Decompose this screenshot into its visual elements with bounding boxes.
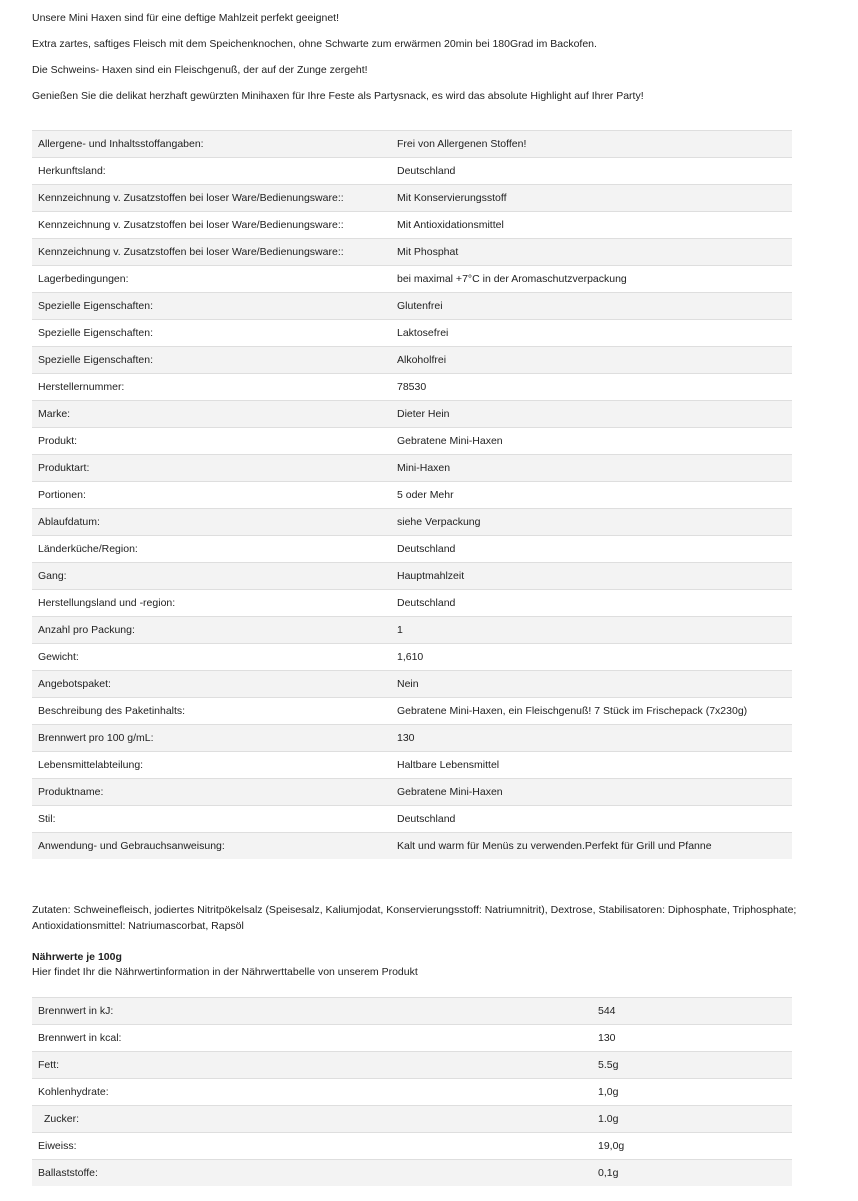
nutrient-label: Zucker: [32,1106,592,1133]
nutrient-value: 1,0g [592,1079,792,1106]
table-row [32,239,792,266]
attribute-value: 130 [391,725,792,752]
nutrient-label: Fett: [32,1052,592,1079]
attribute-label: Angebotspaket: [32,671,391,698]
table-row [32,1079,792,1106]
product-attributes-table [32,130,792,859]
attribute-value: Mit Konservierungsstoff [391,185,792,212]
attribute-value: Deutschland [391,536,792,563]
attribute-label: Kennzeichnung v. Zusatzstoffen bei loser Ware/Bedienungsware:: [32,239,391,266]
nutrient-label: Ballaststoffe: [32,1160,592,1187]
attribute-value: Alkoholfrei [391,347,792,374]
table-row [32,998,792,1025]
attribute-value: Glutenfrei [391,293,792,320]
nutrient-label: Kohlenhydrate: [32,1079,592,1106]
nutrient-label: Eiweiss: [32,1133,592,1160]
attribute-value: Dieter Hein [391,401,792,428]
table-row [32,671,792,698]
table-row [32,428,792,455]
nutrient-label: Brennwert in kJ: [32,998,592,1025]
table-row [32,320,792,347]
attribute-value: Deutschland [391,806,792,833]
nutrition-heading: Nährwerte je 100g [32,951,122,963]
attribute-value: Laktosefrei [391,320,792,347]
nutrient-value: 1.0g [592,1106,792,1133]
table-row [32,698,792,725]
attribute-label: Produktname: [32,779,391,806]
attribute-value: Deutschland [391,590,792,617]
intro-paragraph: Die Schweins- Haxen sind ein Fleischgenuß, der auf der Zunge zergeht! [32,64,368,76]
table-row [32,1025,792,1052]
table-row [32,1160,792,1187]
attribute-value: 1 [391,617,792,644]
table-row [32,131,792,158]
intro-paragraph: Unsere Mini Haxen sind für eine deftige Mahlzeit perfekt geeignet! [32,12,340,24]
table-row [32,1133,792,1160]
attribute-label: Gang: [32,563,391,590]
table-row [32,536,792,563]
table-row [32,374,792,401]
attribute-value: Frei von Allergenen Stoffen! [391,131,792,158]
attribute-label: Gewicht: [32,644,391,671]
attribute-label: Brennwert pro 100 g/mL: [32,725,391,752]
table-row [32,401,792,428]
nutrition-subheading: Hier findet Ihr die Nährwertinformation in der Nährwerttabelle von unserem Produkt [32,966,418,978]
attribute-label: Lagerbedingungen: [32,266,391,293]
nutrient-value: 5.5g [592,1052,792,1079]
table-row [32,212,792,239]
table-row [32,644,792,671]
attribute-label: Herstellungsland und -region: [32,590,391,617]
table-row [32,752,792,779]
attribute-label: Beschreibung des Paketinhalts: [32,698,391,725]
attribute-label: Marke: [32,401,391,428]
attribute-label: Lebensmittelabteilung: [32,752,391,779]
attribute-value: Deutschland [391,158,792,185]
nutrient-label: Brennwert in kcal: [32,1025,592,1052]
attribute-label: Kennzeichnung v. Zusatzstoffen bei loser Ware/Bedienungsware:: [32,185,391,212]
attribute-value: Nein [391,671,792,698]
nutrient-value: 544 [592,998,792,1025]
attribute-label: Spezielle Eigenschaften: [32,320,391,347]
table-row [32,482,792,509]
table-row [32,833,792,860]
attribute-value: 78530 [391,374,792,401]
table-row [32,617,792,644]
attribute-label: Kennzeichnung v. Zusatzstoffen bei loser Ware/Bedienungsware:: [32,212,391,239]
table-row [32,293,792,320]
attribute-value: siehe Verpackung [391,509,792,536]
attribute-label: Produktart: [32,455,391,482]
attribute-label: Herkunftsland: [32,158,391,185]
table-row [32,725,792,752]
table-row [32,779,792,806]
attribute-value: Hauptmahlzeit [391,563,792,590]
attribute-label: Spezielle Eigenschaften: [32,347,391,374]
attribute-label: Allergene- und Inhaltsstoffangaben: [32,131,391,158]
intro-paragraph: Extra zartes, saftiges Fleisch mit dem Speichenknochen, ohne Schwarte zum erwärmen 20min bei 180Grad im Backofen. [32,38,597,50]
attribute-value: Mit Phosphat [391,239,792,266]
ingredients-text: Zutaten: Schweinefleisch, jodiertes Nitritpökelsalz (Speisesalz, Kaliumjodat, Konservierungsstoff: Natriumnitrit), Dextrose, Stabilisatoren: Diphosphate, Triphosphate; Antioxidationsmittel: Natriumascorbat, Rapsöl [32,904,797,932]
attribute-label: Spezielle Eigenschaften: [32,293,391,320]
table-row [32,590,792,617]
table-row [32,455,792,482]
intro-paragraph: Genießen Sie die delikat herzhaft gewürzten Minihaxen für Ihre Feste als Partysnack, es wird das absolute Highlight auf Ihrer Party! [32,90,644,102]
attribute-label: Anzahl pro Packung: [32,617,391,644]
attribute-label: Portionen: [32,482,391,509]
table-row [32,158,792,185]
attribute-label: Stil: [32,806,391,833]
table-row [32,347,792,374]
attribute-label: Anwendung- und Gebrauchsanweisung: [32,833,391,860]
attribute-value: Kalt und warm für Menüs zu verwenden.Perfekt für Grill und Pfanne [391,833,792,860]
attribute-label: Ablaufdatum: [32,509,391,536]
table-row [32,806,792,833]
table-row [32,1106,792,1133]
attribute-value: 5 oder Mehr [391,482,792,509]
attribute-value: Gebratene Mini-Haxen [391,779,792,806]
attribute-label: Herstellernummer: [32,374,391,401]
attribute-value: Gebratene Mini-Haxen [391,428,792,455]
attribute-value: 1,610 [391,644,792,671]
attribute-label: Produkt: [32,428,391,455]
nutrition-table [32,997,792,1186]
attribute-value: Haltbare Lebensmittel [391,752,792,779]
nutrient-value: 19,0g [592,1133,792,1160]
attribute-label: Länderküche/Region: [32,536,391,563]
attribute-value: Mini-Haxen [391,455,792,482]
attribute-value: bei maximal +7°C in der Aromaschutzverpackung [391,266,792,293]
table-row [32,563,792,590]
table-row [32,1052,792,1079]
attribute-value: Mit Antioxidationsmittel [391,212,792,239]
table-row [32,266,792,293]
table-row [32,509,792,536]
nutrient-value: 130 [592,1025,792,1052]
nutrient-value: 0,1g [592,1160,792,1187]
table-row [32,185,792,212]
attribute-value: Gebratene Mini-Haxen, ein Fleischgenuß! 7 Stück im Frischepack (7x230g) [391,698,792,725]
product-description [32,12,832,116]
